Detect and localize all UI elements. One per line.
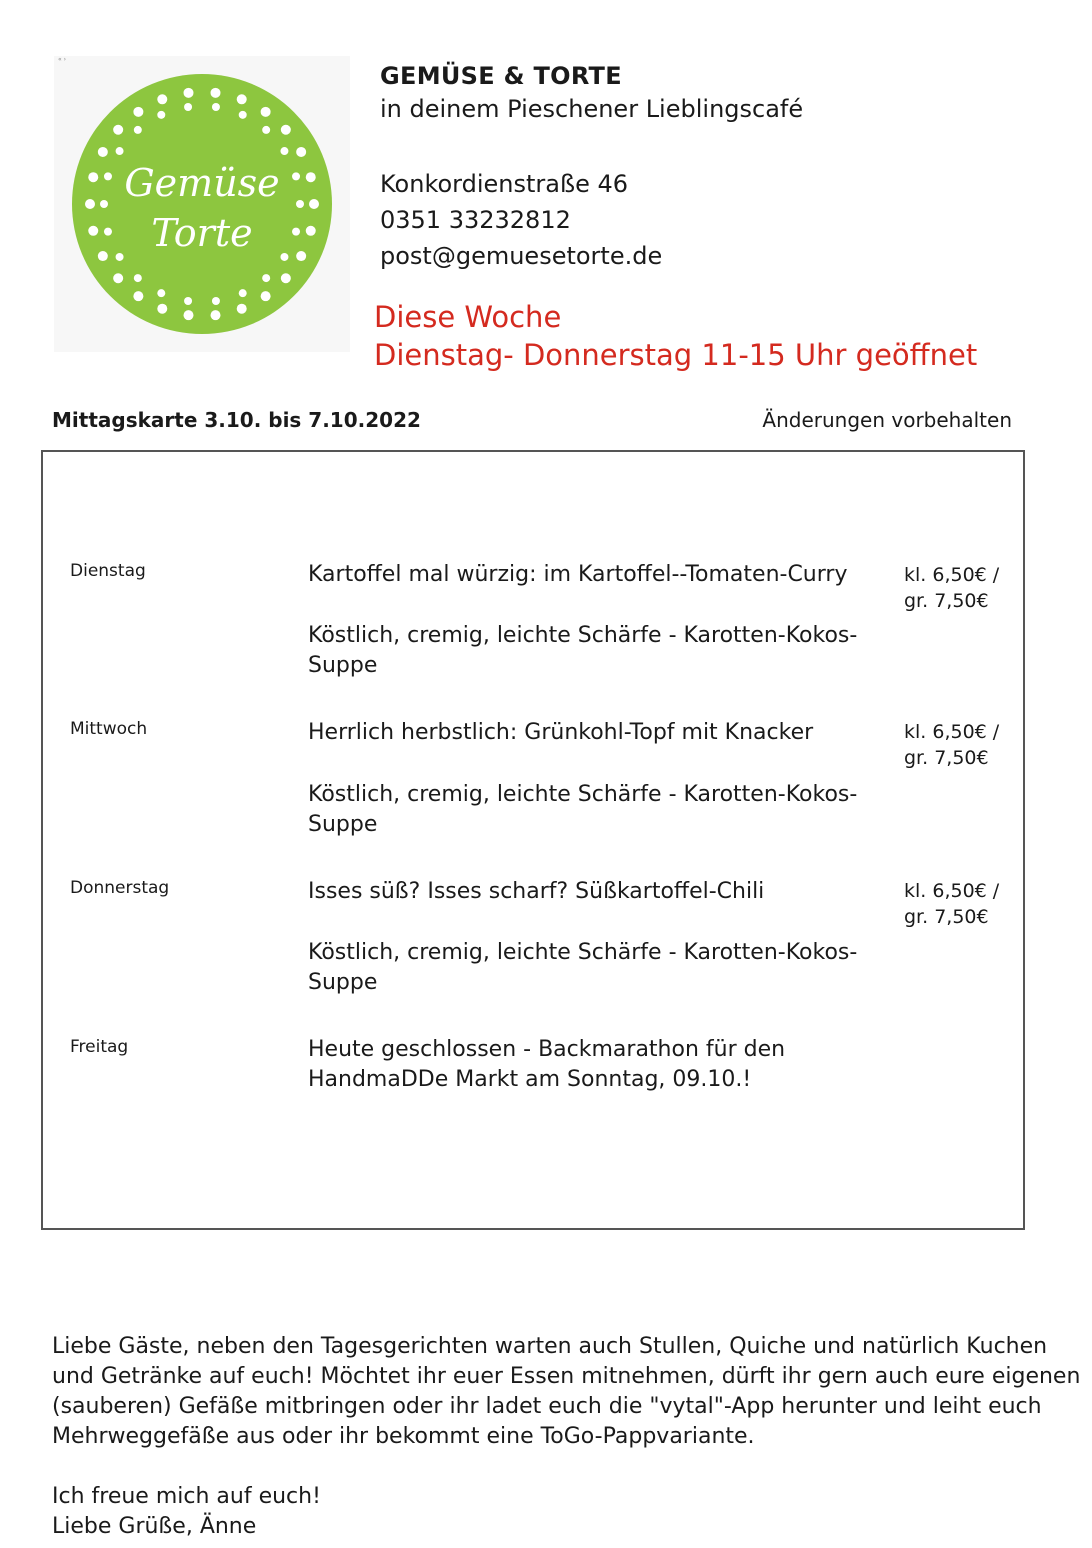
logo — [54, 56, 350, 352]
lace-dot — [306, 226, 316, 236]
opening-notice — [374, 298, 977, 374]
email: post@gemuesetorte.de — [380, 242, 663, 270]
lace-dot — [211, 88, 221, 98]
price — [904, 562, 1014, 614]
lace-dot — [212, 103, 220, 111]
lace-dot — [296, 251, 306, 261]
notice-line2: Dienstag- Donnerstag 11-15 Uhr geöffnet — [374, 338, 978, 372]
menu-title: Mittagskarte 3.10. bis 7.10.2022 — [52, 408, 421, 432]
price — [904, 719, 1014, 771]
lace-dot — [133, 291, 143, 301]
lace-dot — [116, 147, 124, 155]
phone: 0351 33232812 — [380, 206, 571, 234]
lace-dot — [113, 125, 123, 135]
soup: Köstlich, cremig, leichte Schärfe - Karotten-Kokos-Suppe — [308, 782, 858, 837]
lace-dot — [134, 126, 142, 134]
main-dish: Isses süß? Isses scharf? Süßkartoffel-Chili — [308, 879, 765, 904]
lace-dot — [306, 172, 316, 182]
day-label: Mittwoch — [70, 719, 148, 739]
lace-dot — [280, 253, 288, 261]
soup: Köstlich, cremig, leichte Schärfe - Karotten-Kokos-Suppe — [308, 940, 858, 995]
lace-dot — [183, 88, 193, 98]
logo-text-line1: Gemüse — [124, 161, 280, 205]
lace-dot — [157, 111, 165, 119]
price — [904, 878, 1014, 930]
lace-dot — [88, 226, 98, 236]
lace-dot — [116, 253, 124, 261]
day-label: Dienstag — [70, 561, 146, 581]
menu-note: Änderungen vorbehalten — [762, 408, 1012, 432]
lace-dot — [262, 126, 270, 134]
lace-dot — [309, 199, 319, 209]
main-dish: Herrlich herbstlich: Grünkohl-Topf mit Knacker — [308, 720, 814, 745]
logo-text-line2: Torte — [151, 211, 253, 255]
lace-dot — [296, 147, 306, 157]
lace-dot — [113, 273, 123, 283]
main-dish: Heute geschlossen - Backmarathon für den HandmaDDe Markt am Sonntag, 09.10.! — [308, 1037, 786, 1092]
price-large: gr. 7,50€ — [904, 906, 989, 928]
lace-dot — [98, 147, 108, 157]
lace-dot — [184, 297, 192, 305]
logo-corner-mark: « › — [58, 56, 66, 63]
lace-dot — [292, 228, 300, 236]
lace-dot — [261, 107, 271, 117]
lace-dot — [281, 273, 291, 283]
day-label: Donnerstag — [70, 878, 170, 898]
cafe-name: GEMÜSE & TORTE — [380, 62, 622, 90]
soup: Köstlich, cremig, leichte Schärfe - Karotten-Kokos-Suppe — [308, 623, 858, 678]
price-large: gr. 7,50€ — [904, 747, 989, 769]
lace-dot — [292, 172, 300, 180]
day-label: Freitag — [70, 1037, 129, 1057]
lace-dot — [237, 304, 247, 314]
lace-dot — [211, 310, 221, 320]
lace-dot — [157, 289, 165, 297]
closing-line2: Liebe Grüße, Änne — [52, 1514, 257, 1539]
lace-dot — [212, 297, 220, 305]
lace-dot — [157, 94, 167, 104]
lace-dot — [183, 310, 193, 320]
price-large: gr. 7,50€ — [904, 590, 989, 612]
lace-dot — [239, 289, 247, 297]
main-dish: Kartoffel mal würzig: im Kartoffel--Tomaten-Curry — [308, 562, 848, 587]
price-small: kl. 6,50€ / — [904, 880, 1000, 902]
lace-dot — [104, 172, 112, 180]
closing — [52, 1482, 321, 1542]
lace-dot — [281, 125, 291, 135]
lace-dot — [237, 94, 247, 104]
lace-doily-icon — [54, 56, 350, 352]
lace-dot — [88, 172, 98, 182]
lace-dot — [157, 304, 167, 314]
lace-dot — [261, 291, 271, 301]
price-small: kl. 6,50€ / — [904, 721, 1000, 743]
price-small: kl. 6,50€ / — [904, 564, 1000, 586]
lace-dot — [280, 147, 288, 155]
address: Konkordienstraße 46 — [380, 170, 629, 198]
lace-dot — [98, 251, 108, 261]
lace-dot — [133, 107, 143, 117]
lace-dot — [296, 200, 304, 208]
lace-dot — [134, 274, 142, 282]
lace-dot — [184, 103, 192, 111]
lace-dot — [100, 200, 108, 208]
footer-text: Liebe Gäste, neben den Tagesgerichten warten auch Stullen, Quiche und natürlich Kuchen und Getränke auf euch! Möchtet ihr euer Essen mitnehmen, dürft ihr gern auch eure eigenen (sauberen) Gefäße mitbringen oder ihr ladet euch die "vytal"-App herunter und leiht euch Mehrweggefäße aus oder ihr bekommt eine ToGo-Pappvariante. — [52, 1334, 1081, 1449]
cafe-tagline: in deinem Pieschener Lieblingscafé — [380, 95, 804, 123]
contact-block — [380, 166, 662, 274]
notice-line1: Diese Woche — [374, 300, 562, 334]
lace-dot — [239, 111, 247, 119]
cafe-header — [380, 60, 803, 126]
lace-dot — [85, 199, 95, 209]
lace-dot — [104, 228, 112, 236]
closing-line1: Ich freue mich auf euch! — [52, 1484, 321, 1509]
lace-dot — [262, 274, 270, 282]
